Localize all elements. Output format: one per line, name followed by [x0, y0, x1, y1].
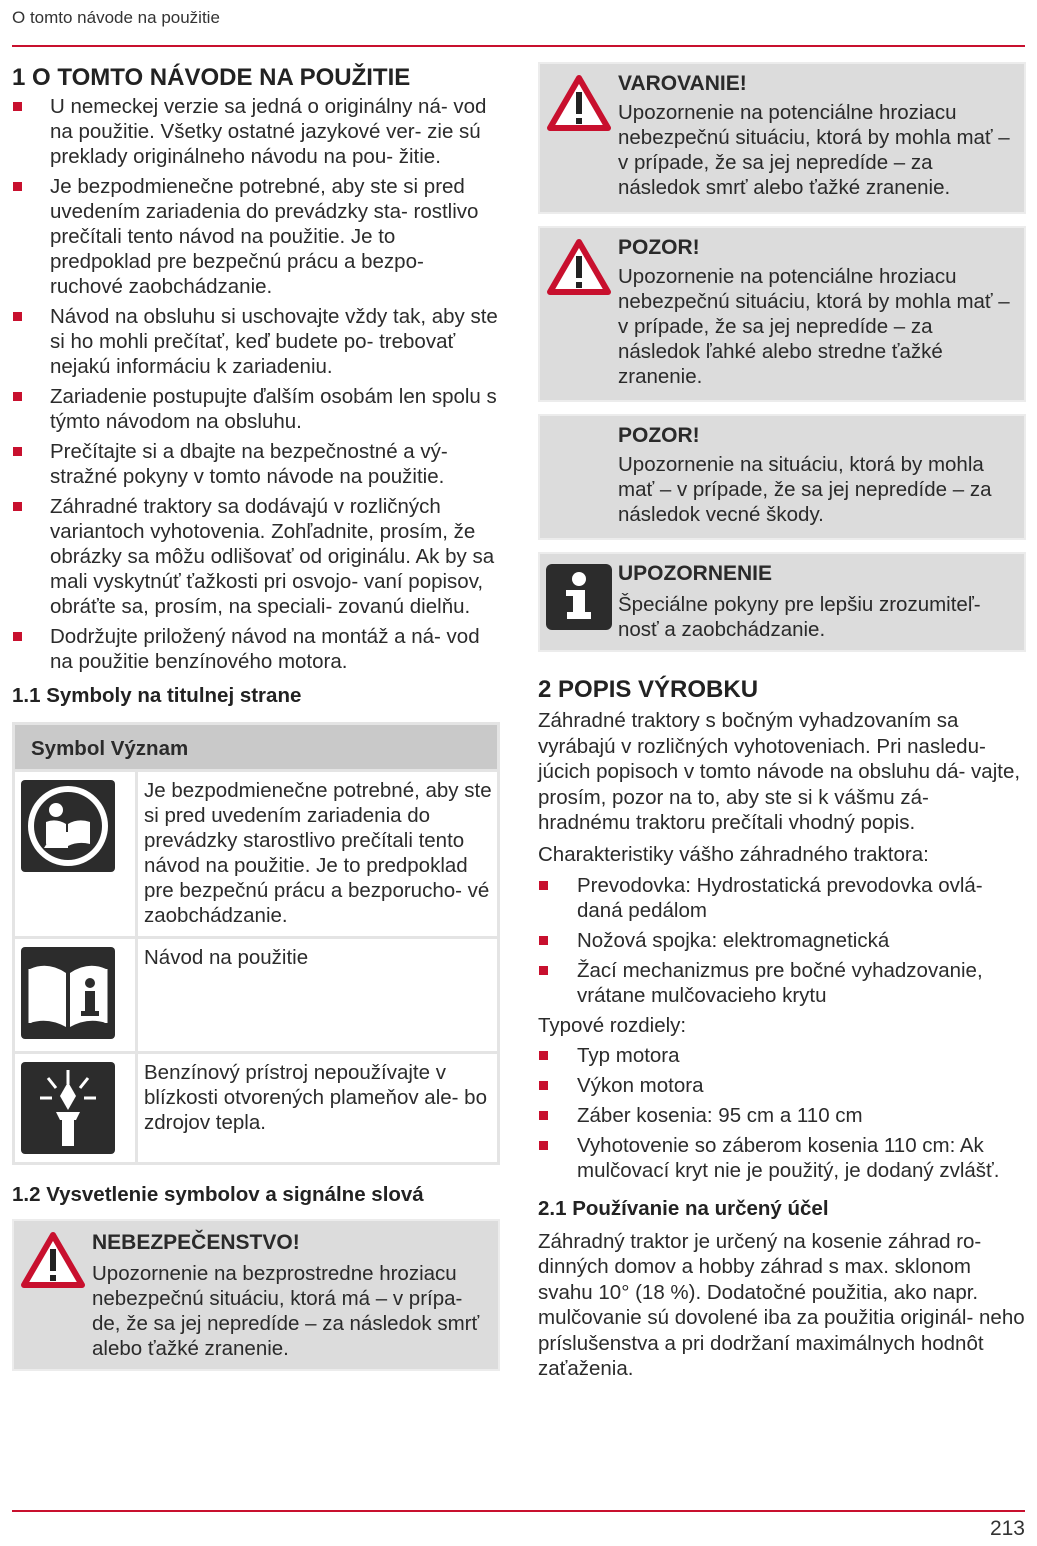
list-item: Nožová spojka: elektromagnetická [538, 928, 1026, 953]
section-2-title: 2 POPIS VÝROBKU [538, 676, 759, 703]
list-item: Záhradné traktory sa dodávajú v rozličných variantoch vyhotovenia. Zohľadnite, prosím, že obrázky sa môžu odlišovať od originálu. Ak by sa mali vyskytnúť ťažkosti pri osvojo- vaní popisov, obráťte sa, prosím, na speciali- zovanú dielňu. [12, 494, 499, 619]
section-1-title: 1 O TOMTO NÁVODE NA POUŽITIE [12, 64, 411, 91]
header-rule [12, 45, 1025, 47]
warning-triangle-icon [546, 74, 612, 137]
symbol-table [12, 722, 500, 1165]
section-2-1-text: Záhradný traktor je určený na kosenie záhrad ro- dinných domov a hobby záhrad s max. sklonom svahu 10° (18 %). Dodatočné použitia, ako napr. mulčovanie sú dovolené iba za použitia originál- neho príslušenstva a pri dodržaní maximálnych hodnôt zaťaženia. [538, 1229, 1025, 1380]
no-open-flame-icon [21, 1062, 115, 1154]
table-row [14, 1053, 499, 1164]
warning-box [538, 62, 1026, 214]
caution-text: Upozornenie na potenciálne hroziacu nebezpečnú situáciu, ktorá by mohla mať – v prípade, že sa jej nepredíde – za následok ľahké alebo stredne ťažké zranenie. [618, 265, 1010, 388]
warning-text: Upozornenie na potenciálne hroziacu nebezpečnú situáciu, ktorá by mohla mať – v prípade, že sa jej nepredíde – za následok smrť alebo ťažké zranenie. [618, 101, 1010, 199]
symbol-meaning: Je bezpodmienečne potrebné, aby ste si pred uvedením zariadenia do prevádzky starostlivo prečítali tento návod na použitie. Je to predpoklad pre bezpečnú prácu a bezporucho- vé zaobchádzanie. [137, 771, 499, 938]
list-item: Vyhotovenie so záberom kosenia 110 cm: Ak mulčovací kryt nie je použitý, je dodaný zvlášť. [538, 1133, 1026, 1183]
section-1-2-title: 1.2 Vysvetlenie symbolov a signálne slová [12, 1183, 424, 1206]
caution-box [538, 226, 1026, 402]
section-1-1-title: 1.1 Symboly na titulnej strane [12, 684, 302, 707]
list-item: Je bezpodmienečne potrebné, aby ste si pred uvedením zariadenia do prevádzky sta- rostlivo prečítali tento návod na použitie. Je to predpoklad pre bezpečnú prácu a bezpo- ruchové zaobchádzanie. [12, 174, 499, 299]
list-item: Výkon motora [538, 1073, 1026, 1098]
danger-box [12, 1219, 500, 1371]
warning-triangle-icon [20, 1231, 86, 1294]
notice-title: UPOZORNENIE [618, 562, 773, 585]
list-item: Zariadenie postupujte ďalším osobám len spolu s týmto návodom na obsluhu. [12, 384, 499, 434]
caution-title: POZOR! [618, 236, 700, 259]
table-row [14, 771, 499, 938]
read-manual-icon [21, 780, 115, 872]
notice-box [538, 552, 1026, 652]
section-2-intro: Záhradné traktory s bočným vyhadzovaním sa vyrábajú v rozličných vyhotoveniach. Pri nasledu- júcich popisoch v tomto návode na obsluhu dá- vajte, prosím, pozor na to, aby ste si k vášmu zá- hradnému traktoru prečítali vhodný popis. [538, 709, 1021, 834]
table-row [14, 938, 499, 1053]
danger-text: Upozornenie na bezprostredne hroziacu nebezpečnú situáciu, ktorá má – v prípa- de, že sa jej nepredíde – za následok smrť alebo ťažké zranenie. [92, 1262, 480, 1360]
running-header: O tomto návode na použitie [12, 8, 220, 27]
symbol-meaning: Návod na použitie [137, 938, 499, 1053]
left-column [12, 60, 499, 1371]
section-2-1-title: 2.1 Používanie na určený účel [538, 1196, 829, 1220]
types-list [538, 1043, 1026, 1183]
symbol-meaning: Benzínový prístroj nepoužívajte v blízkosti otvorených plameňov ale- bo zdrojov tepla. [137, 1053, 499, 1164]
features-list [538, 873, 1026, 1008]
list-item: Návod na obsluhu si uschovajte vždy tak, aby ste si ho mohli prečítať, keď budete po- trebovať nejakú informáciu k zariadeniu. [12, 304, 499, 379]
notice-text: Špeciálne pokyny pre lepšiu zrozumiteľ- nosť a zaobchádzanie. [618, 593, 981, 641]
warning-title: VAROVANIE! [618, 72, 747, 95]
list-item: Prevodovka: Hydrostatická prevodovka ovlá- daná pedálom [538, 873, 1026, 923]
caution-property-box [538, 414, 1026, 540]
types-label: Typové rozdiely: [538, 1014, 687, 1037]
page-number: 213 [989, 1517, 1025, 1540]
section-1-bullets [12, 94, 499, 674]
caution-text: Upozornenie na situáciu, ktorá by mohla mať – v prípade, že sa jej nepredíde – za následok vecné škody. [618, 453, 992, 526]
danger-title: NEBEZPEČENSTVO! [92, 1231, 300, 1254]
list-item: Dodržujte priložený návod na montáž a ná- vod na použitie benzínového motora. [12, 624, 499, 674]
info-icon [546, 564, 612, 635]
list-item: Záber kosenia: 95 cm a 110 cm [538, 1103, 1026, 1128]
caution-title: POZOR! [618, 424, 700, 447]
list-item: U nemeckej verzie sa jedná o originálny ná- vod na použitie. Všetky ostatné jazykové ver- zie sú preklady originálneho návodu na pou- žitie. [12, 94, 499, 169]
manual-info-icon [21, 947, 115, 1039]
symbol-table-header: Symbol Význam [14, 724, 499, 771]
warning-triangle-icon [546, 238, 612, 301]
right-column [538, 62, 1026, 1382]
list-item: Prečítajte si a dbajte na bezpečnostné a vý- stražné pokyny v tomto návode na použitie. [12, 439, 499, 489]
list-item: Typ motora [538, 1043, 1026, 1068]
list-item: Žací mechanizmus pre bočné vyhadzovanie, vrátane mulčovacieho krytu [538, 958, 1026, 1008]
footer-rule [12, 1510, 1025, 1512]
features-label: Charakteristiky vášho záhradného traktora: [538, 842, 929, 866]
